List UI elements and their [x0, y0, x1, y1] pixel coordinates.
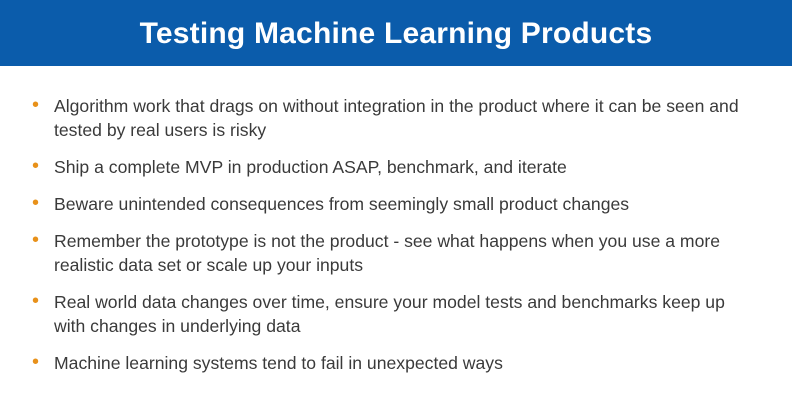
bullet-point-icon: • — [32, 351, 40, 373]
slide-title-bar — [0, 0, 792, 66]
bullet-point-icon: • — [32, 94, 40, 116]
bullet-point-icon: • — [32, 155, 40, 177]
slide-body — [0, 66, 792, 375]
list-item — [26, 192, 758, 216]
list-item-text: Ship a complete MVP in production ASAP, benchmark, and iterate — [54, 157, 567, 177]
list-item — [26, 290, 758, 338]
list-item — [26, 94, 758, 142]
list-item — [26, 351, 758, 375]
page-title: Testing Machine Learning Products — [139, 16, 653, 50]
bullet-point-icon: • — [32, 229, 40, 251]
list-item-text: Remember the prototype is not the product - see what happens when you use a more realistic data set or scale up your inputs — [54, 231, 721, 275]
list-item-text: Algorithm work that drags on without integration in the product where it can be seen and tested by real users is risky — [54, 96, 739, 140]
bullet-list — [26, 94, 758, 375]
bullet-point-icon: • — [32, 192, 40, 214]
bullet-point-icon: • — [32, 290, 40, 312]
list-item — [26, 229, 758, 277]
list-item-text: Beware unintended consequences from seemingly small product changes — [54, 194, 630, 214]
list-item — [26, 155, 758, 179]
list-item-text: Machine learning systems tend to fail in unexpected ways — [54, 353, 503, 373]
list-item-text: Real world data changes over time, ensure your model tests and benchmarks keep up with changes in underlying data — [54, 292, 725, 336]
